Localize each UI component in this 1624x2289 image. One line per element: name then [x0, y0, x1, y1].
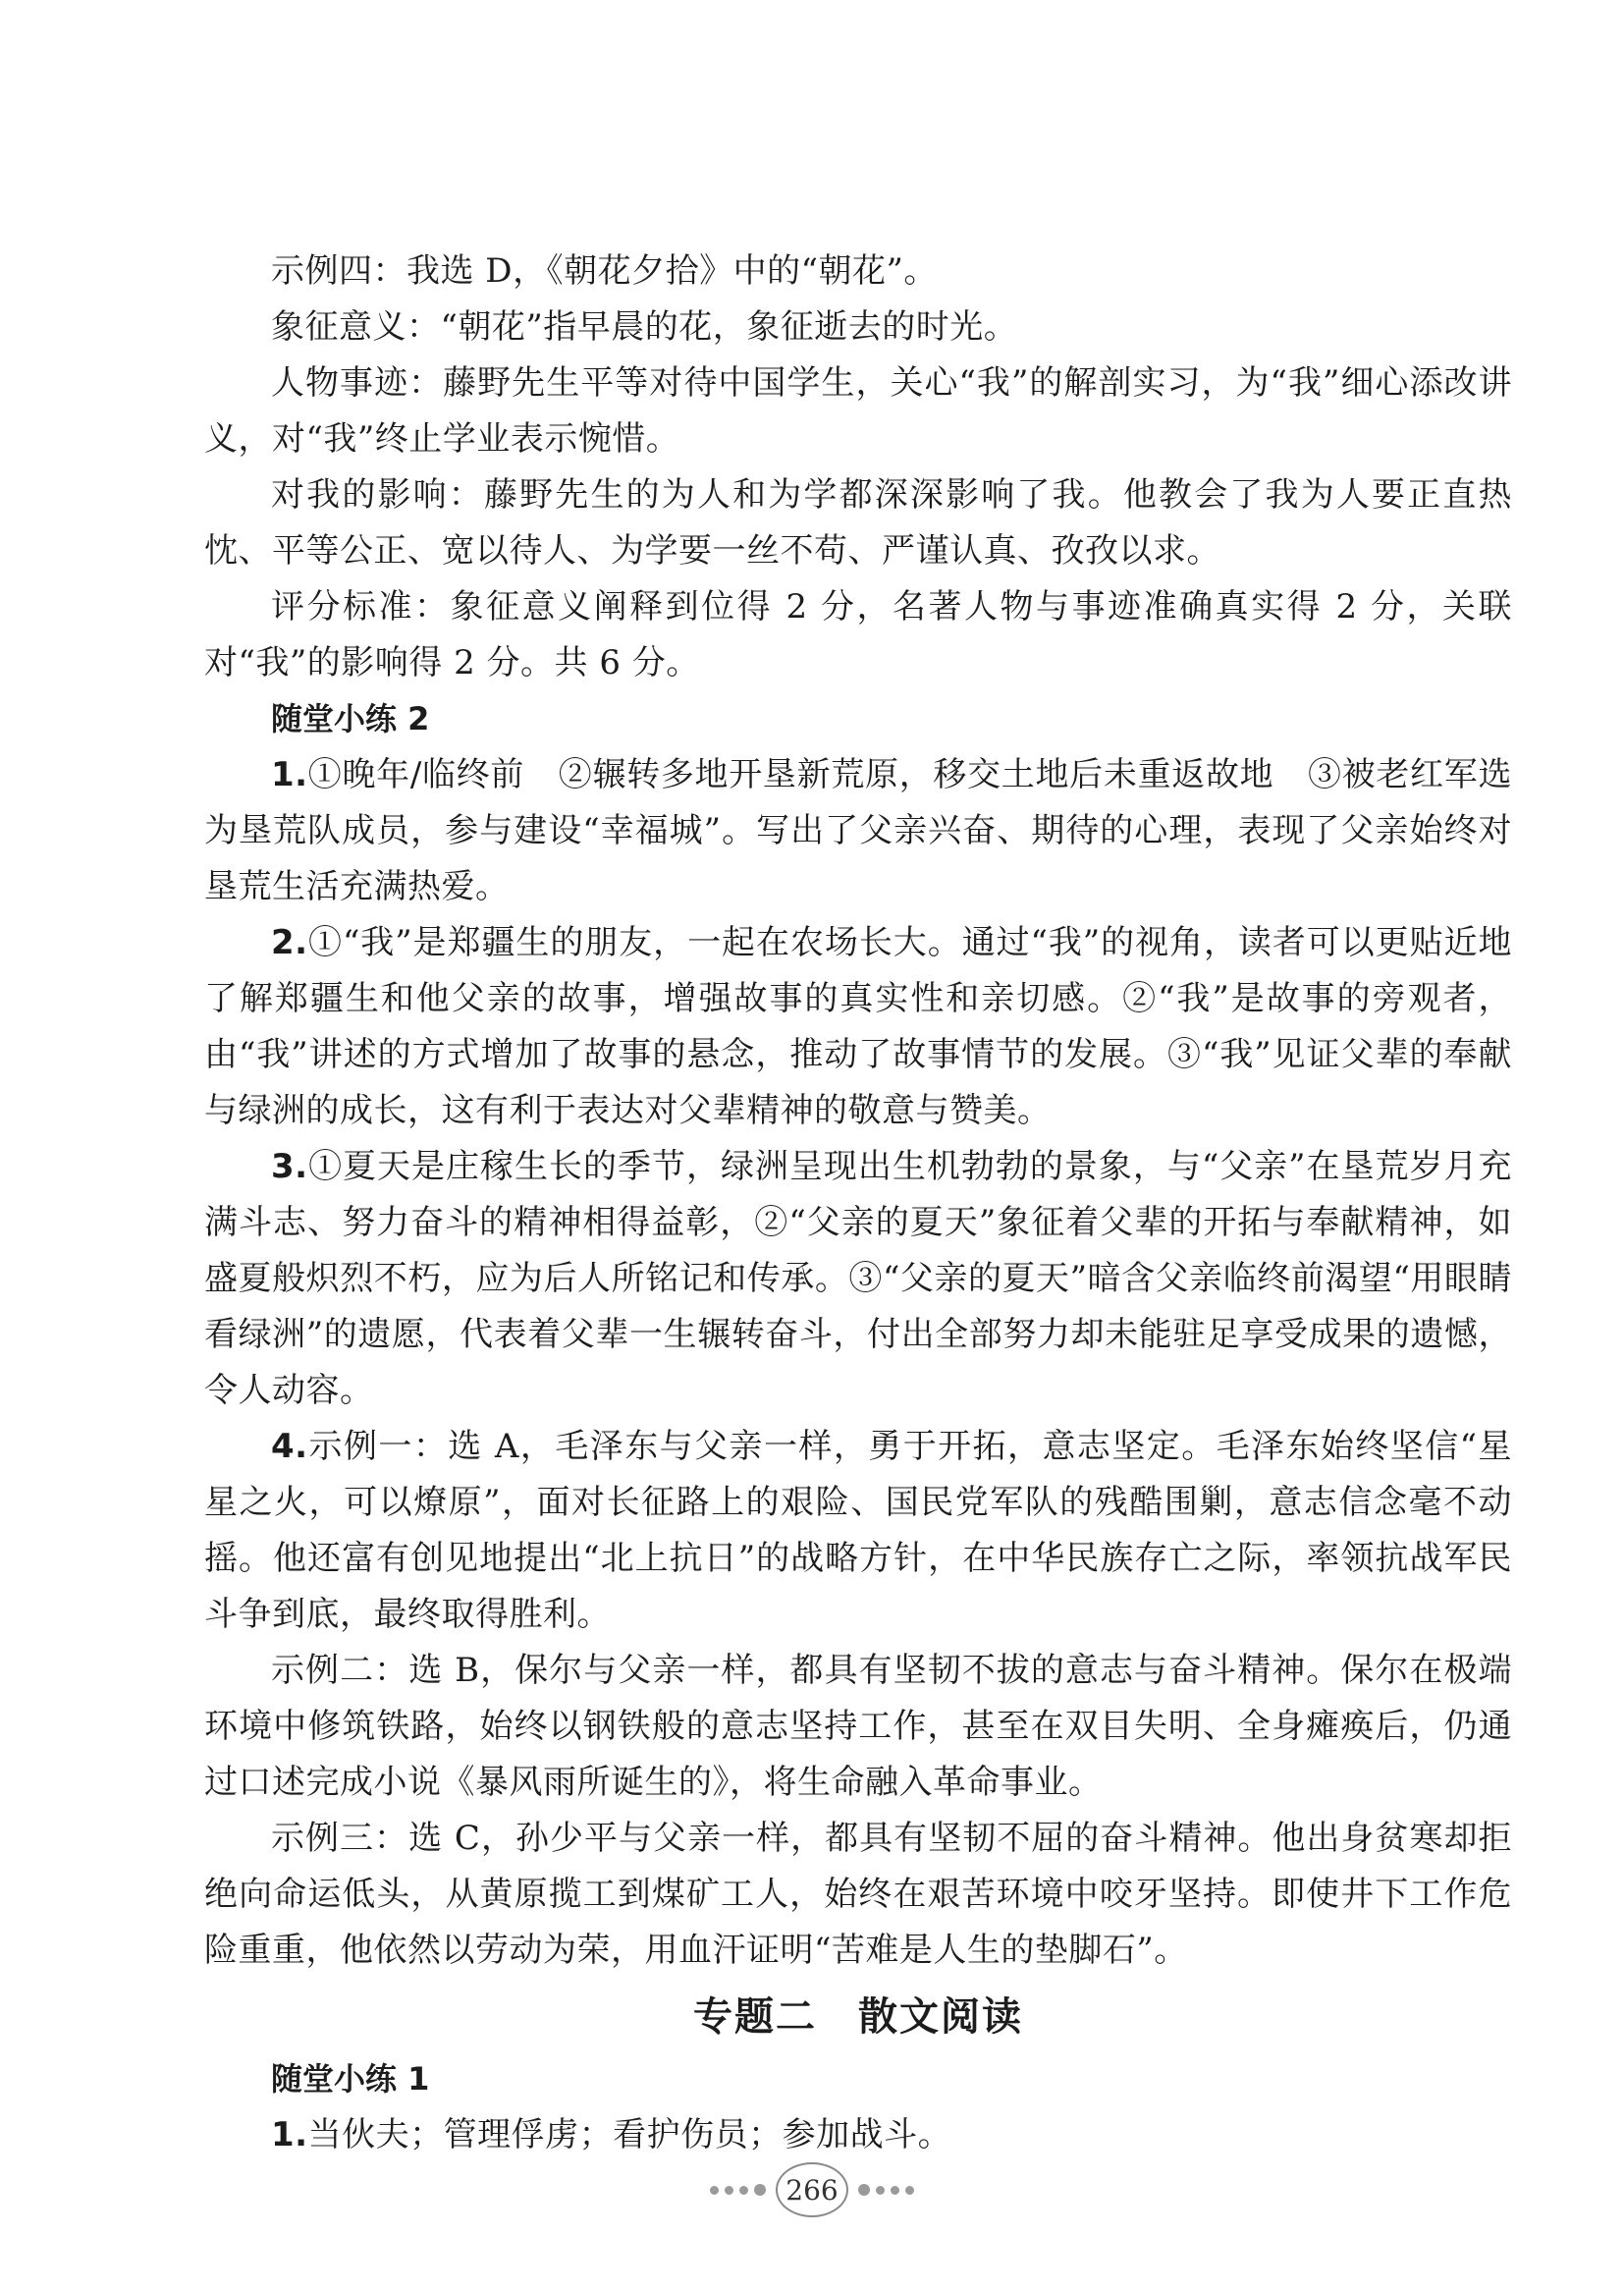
- answer-number: 1.: [271, 755, 308, 794]
- dot-icon: [754, 2184, 766, 2196]
- section-heading-practice-2: 随堂小练 2: [271, 700, 430, 737]
- dot-icon: [891, 2186, 899, 2195]
- dot-icon: [876, 2186, 885, 2195]
- answer-number: 2.: [271, 923, 308, 962]
- answer-text: 示例一：选 A，毛泽东与父亲一样，勇于开拓，意志坚定。毛泽东始终坚信“星星之火，可以燎原”，面对长征路上的艰险、国民党军队的残酷围剿，意志信念毫不动摇。他还富有创见地提出“北上抗日”的战略方针，在中华民族存亡之际，率领抗战军民斗争到底，最终取得胜利。: [204, 1427, 1512, 1634]
- dot-icon: [739, 2186, 748, 2195]
- dot-icon: [858, 2184, 870, 2196]
- chapter-title: 专题二 散文阅读: [693, 1994, 1023, 2040]
- page-number: 266: [776, 2162, 848, 2217]
- dot-icon: [905, 2186, 914, 2195]
- answer-number: 4.: [271, 1427, 308, 1466]
- answer-item-3: [204, 1139, 1512, 1419]
- page-footer: [0, 2160, 1624, 2219]
- left-dots-decoration: [710, 2184, 766, 2196]
- section-heading-practice-1: 随堂小练 1: [271, 2060, 430, 2098]
- answer-text: 当伙夫；管理俘虏；看护伤员；参加战斗。: [307, 2115, 952, 2154]
- paragraph-example3: 示例三：选 C，孙少平与父亲一样，都具有坚韧不屈的奋斗精神。他出身贫寒却拒绝向命运低头，从黄原揽工到煤矿工人，始终在艰苦环境中咬牙坚持。即使井下工作危险重重，他依然以劳动为荣，用血汗证明“苦难是人生的垫脚石”。: [204, 1819, 1512, 1970]
- page-content: [204, 244, 1512, 2163]
- answer-text: ①“我”是郑疆生的朋友，一起在农场长大。通过“我”的视角，读者可以更贴近地了解郑疆生和他父亲的故事，增强故事的真实性和亲切感。②“我”是故事的旁观者，由“我”讲述的方式增加了故事的悬念，推动了故事情节的发展。③“我”见证父辈的奉献与绿洲的成长，这有利于表达对父辈精神的敬意与赞美。: [204, 923, 1512, 1130]
- dot-icon: [710, 2186, 719, 2195]
- answer-number: 1.: [271, 2115, 308, 2154]
- answer-number: 3.: [271, 1147, 308, 1186]
- answer-item-1: [204, 747, 1512, 915]
- answer-item-4: [204, 1419, 1512, 1643]
- paragraph-example2: 示例二：选 B，保尔与父亲一样，都具有坚韧不拔的意志与奋斗精神。保尔在极端环境中修筑铁路，始终以钢铁般的意志坚持工作，甚至在双目失明、全身瘫痪后，仍通过口述完成小说《暴风雨所诞生的》，将生命融入革命事业。: [204, 1651, 1512, 1802]
- right-dots-decoration: [858, 2184, 914, 2196]
- paragraph-symbolic-meaning: 象征意义：“朝花”指早晨的花，象征逝去的时光。: [271, 307, 1018, 347]
- answer-item-2: [204, 915, 1512, 1139]
- answer-text: ①晚年/临终前 ②辗转多地开垦新荒原，移交土地后未重返故地 ③被老红军选为垦荒队成员，参与建设“幸福城”。写出了父亲兴奋、期待的心理，表现了父亲始终对垦荒生活充满热爱。: [204, 755, 1512, 906]
- paragraph-scoring: 评分标准：象征意义阐释到位得 2 分，名著人物与事迹准确真实得 2 分，关联对“我”的影响得 2 分。共 6 分。: [204, 587, 1512, 682]
- paragraph-influence: 对我的影响：藤野先生的为人和为学都深深影响了我。他教会了我为人要正直热忱、平等公正、宽以待人、为学要一丝不苟、严谨认真、孜孜以求。: [204, 475, 1512, 571]
- answer-item-5: [204, 2107, 1512, 2163]
- paragraph-example4: 示例四：我选 D，《朝花夕拾》中的“朝花”。: [271, 251, 938, 291]
- answer-text: ①夏天是庄稼生长的季节，绿洲呈现出生机勃勃的景象，与“父亲”在垦荒岁月充满斗志、努力奋斗的精神相得益彰，②“父亲的夏天”象征着父辈的开拓与奉献精神，如盛夏般炽烈不朽，应为后人所铭记和传承。③“父亲的夏天”暗含父亲临终前渴望“用眼睛看绿洲”的遗愿，代表着父辈一生辗转奋斗，付出全部努力却未能驻足享受成果的遗憾，令人动容。: [204, 1147, 1512, 1410]
- paragraph-deeds: 人物事迹：藤野先生平等对待中国学生，关心“我”的解剖实习，为“我”细心添改讲义，对“我”终止学业表示惋惜。: [204, 363, 1512, 459]
- dot-icon: [725, 2186, 733, 2195]
